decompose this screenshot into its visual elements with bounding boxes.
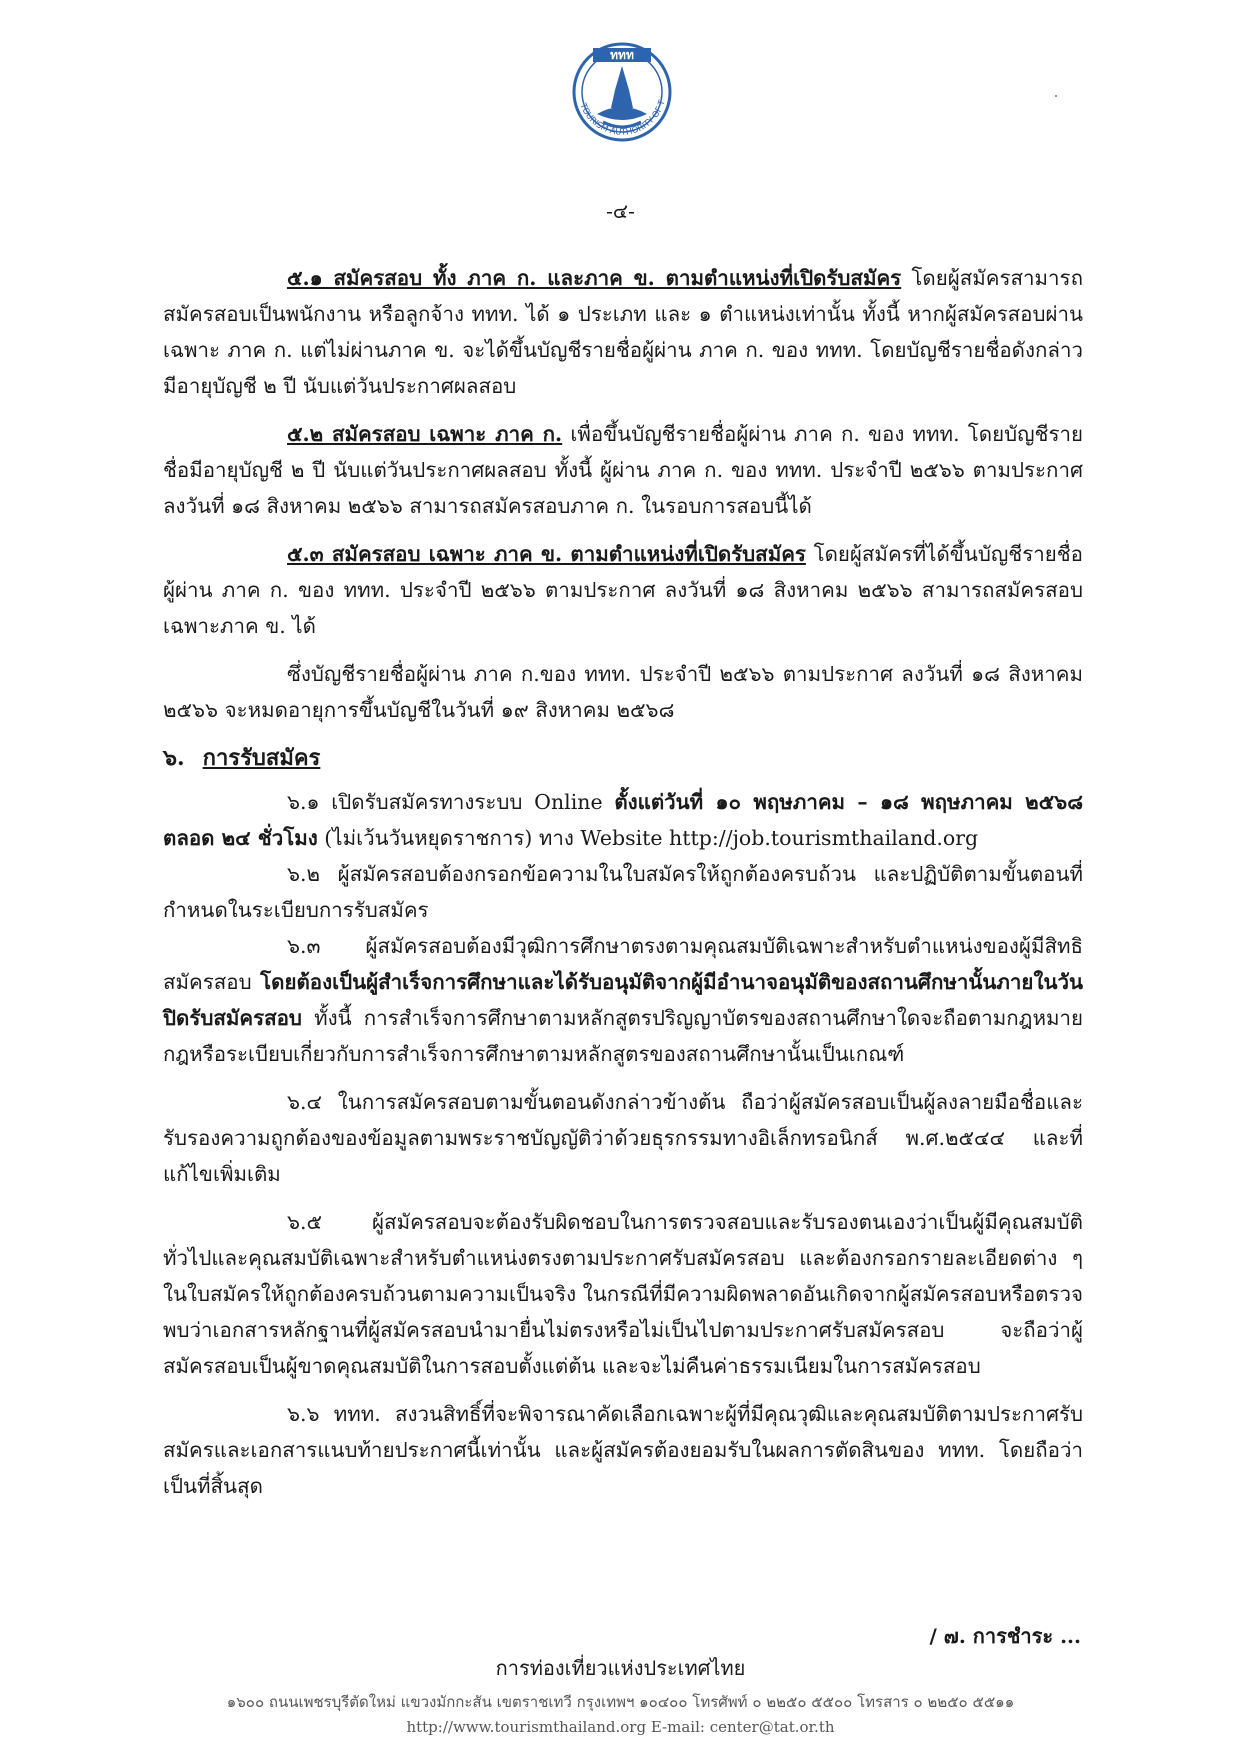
paragraph-6-4: ๖.๔ ในการสมัครสอบตามขั้นตอนดังกล่าวข้างต้น ถือว่าผู้สมัครสอบเป็นผู้ลงลายมือชื่อและรับรองความถูกต้องของข้อมูลตามพระราชบัญญัติว่าด้วยธุรกรรมทางอิเล็กทรอนิกส์ พ.ศ.๒๕๔๔ และที่แก้ไขเพิ่มเติม bbox=[163, 1090, 1083, 1186]
paragraph-5-3 bbox=[163, 536, 1083, 644]
paragraph-5-3-body: โดยผู้สมัครที่ได้ขึ้นบัญชีรายชื่อผู้ผ่าน ภาค ก. ของ ททท. ประจำปี ๒๕๖๖ ตามประกาศ ลงวันที่ ๑๘ สิงหาคม ๒๕๖๖ สามารถสมัครสอบเฉพาะภาค ข. ได้ bbox=[163, 542, 1083, 638]
svg-text:TOURISM AUTHORITY OF THAILAND bbox=[565, 30, 668, 138]
paragraph-6-3-intro: ๖.๓ ผู้สมัครสอบต้องมีวุฒิการศึกษาตรงตามคุณสมบัติเฉพาะสำหรับตำแหน่งของผู้มีสิทธิสมัครสอบ bbox=[163, 934, 1083, 994]
paragraph-6-2: ๖.๒ ผู้สมัครสอบต้องกรอกข้อความในใบสมัครให้ถูกต้องครบถ้วน และปฏิบัติตามขั้นตอนที่กำหนดในระเบียบการรับสมัคร bbox=[163, 862, 1083, 922]
section-6-heading bbox=[163, 740, 1083, 776]
letterhead-footer bbox=[0, 1652, 1241, 1736]
footer-web-email: http://www.tourismthailand.org E-mail: center@tat.or.th bbox=[406, 1718, 835, 1736]
continuation-marker: / ๗. การชำระ ... bbox=[929, 1624, 1081, 1648]
paragraph-6-1-website: (ไม่เว้นวันหยุดราชการ) ทาง Website http://job.tourismthailand.org bbox=[317, 826, 979, 850]
paragraph-5-2-heading: ๕.๒ สมัครสอบ เฉพาะ ภาค ก. bbox=[287, 422, 563, 446]
paragraph-5-1-body: โดยผู้สมัครสามารถสมัครสอบเป็นพนักงาน หรือลูกจ้าง ททท. ได้ ๑ ประเภท และ ๑ ตำแหน่งเท่านั้น ทั้งนี้ หากผู้สมัครสอบผ่านเฉพาะ ภาค ก. แต่ไม่ผ่านภาค ข. จะได้ขึ้นบัญชีรายชื่อผู้ผ่าน ภาค ก. ของ ททท. โดยบัญชีรายชื่อดังกล่าวมีอายุบัญชี ๒ ปี นับแต่วันประกาศผลสอบ bbox=[163, 266, 1083, 398]
logo-text: TOURISM AUTHORITY OF T bbox=[577, 99, 668, 138]
paragraph-5-1 bbox=[163, 260, 1083, 404]
paragraph-6-6: ๖.๖ ททท. สงวนสิทธิ์ที่จะพิจารณาคัดเลือกเฉพาะผู้ที่มีคุณวุฒิและคุณสมบัติตามประกาศรับสมัครและเอกสารแนบท้ายประกาศนี้เท่านั้น และผู้สมัครต้องยอมรับในผลการตัดสินของ ททท. โดยถือว่าเป็นที่สิ้นสุด bbox=[163, 1402, 1083, 1498]
paragraph-6-3 bbox=[163, 928, 1083, 1072]
document-body bbox=[163, 260, 1083, 1516]
paragraph-5-2 bbox=[163, 416, 1083, 524]
paragraph-6-5: ๖.๕ ผู้สมัครสอบจะต้องรับผิดชอบในการตรวจสอบและรับรองตนเองว่าเป็นผู้มีคุณสมบัติทั่วไปและคุณสมบัติเฉพาะสำหรับตำแหน่งตรงตามประกาศรับสมัครสอบ และต้องกรอกรายละเอียดต่าง ๆ ในใบสมัครให้ถูกต้องครบถ้วนตามความเป็นจริง ในกรณีที่มีความผิดพลาดอันเกิดจากผู้สมัครสอบหรือตรวจพบว่าเอกสารหลักฐานที่ผู้สมัครสอบนำมายื่นไม่ตรงหรือไม่เป็นไปตามประกาศรับสมัครสอบ จะถือว่าผู้สมัครสอบเป็นผู้ขาดคุณสมบัติในการสอบตั้งแต่ต้น และจะไม่คืนค่าธรรมเนียมในการสมัครสอบ bbox=[163, 1210, 1083, 1378]
paragraph-6-3-bold: โดยต้องเป็นผู้สำเร็จการศึกษาและได้รับอนุมัติจากผู้มีอำนาจอนุมัติของสถานศึกษานั้นภายในวันปิดรับสมัครสอบ bbox=[163, 970, 1083, 1030]
paragraph-6-3-rest: ทั้งนี้ การสำเร็จการศึกษาตามหลักสูตรปริญญาบัตรของสถานศึกษาใดจะถือตามกฎหมาย กฎหรือระเบียบเกี่ยวกับการสำเร็จการศึกษาตามหลักสูตรของสถานศึกษานั้นเป็นเกณฑ์ bbox=[163, 1006, 1083, 1066]
paragraph-5-2-body: เพื่อขึ้นบัญชีรายชื่อผู้ผ่าน ภาค ก. ของ ททท. โดยบัญชีรายชื่อมีอายุบัญชี ๒ ปี นับแต่วันประกาศผลสอบ ทั้งนี้ ผู้ผ่าน ภาค ก. ของ ททท. ประจำปี ๒๕๖๖ ตามประกาศ ลงวันที่ ๑๘ สิงหาคม ๒๕๖๖ สามารถสมัครสอบภาค ก. ในรอบการสอบนี้ได้ bbox=[163, 422, 1084, 518]
scan-speck bbox=[1055, 95, 1057, 97]
tat-logo bbox=[565, 30, 680, 160]
logo-mark: ททท bbox=[610, 48, 634, 62]
section-6-number: ๖. bbox=[163, 745, 185, 771]
paragraph-5-note: ซึ่งบัญชีรายชื่อผู้ผ่าน ภาค ก.ของ ททท. ประจำปี ๒๕๖๖ ตามประกาศ ลงวันที่ ๑๘ สิงหาคม ๒๕๖๖ จะหมดอายุการขึ้นบัญชีในวันที่ ๑๙ สิงหาคม ๒๕๖๘ bbox=[163, 662, 1083, 722]
paragraph-6-1 bbox=[163, 784, 1083, 856]
paragraph-5-3-heading: ๕.๓ สมัครสอบ เฉพาะ ภาค ข. ตามตำแหน่งที่เปิดรับสมัคร bbox=[287, 542, 806, 566]
page-number: -๔- bbox=[606, 199, 635, 223]
paragraph-6-1-intro: ๖.๑ เปิดรับสมัครทางระบบ Online bbox=[287, 790, 615, 814]
paragraph-6-1-dates: ตั้งแต่วันที่ ๑๐ พฤษภาคม – ๑๘ พฤษภาคม ๒๕๖๘ ตลอด ๒๔ ชั่วโมง bbox=[163, 790, 1084, 850]
footer-address: ๑๖๐๐ ถนนเพชรบุรีตัดใหม่ แขวงมักกะสัน เขตราชเทวี กรุงเทพฯ ๑๐๔๐๐ โทรศัพท์ ๐ ๒๒๕๐ ๕๕๐๐ โทรสาร ๐ ๒๒๕๐ ๕๕๑๑ bbox=[226, 1693, 1015, 1711]
section-6-title: การรับสมัคร bbox=[202, 745, 321, 771]
footer-org-name: การท่องเที่ยวแห่งประเทศไทย bbox=[495, 1656, 746, 1680]
paragraph-5-1-heading: ๕.๑ สมัครสอบ ทั้ง ภาค ก. และภาค ข. ตามตำแหน่งที่เปิดรับสมัคร bbox=[287, 266, 902, 290]
